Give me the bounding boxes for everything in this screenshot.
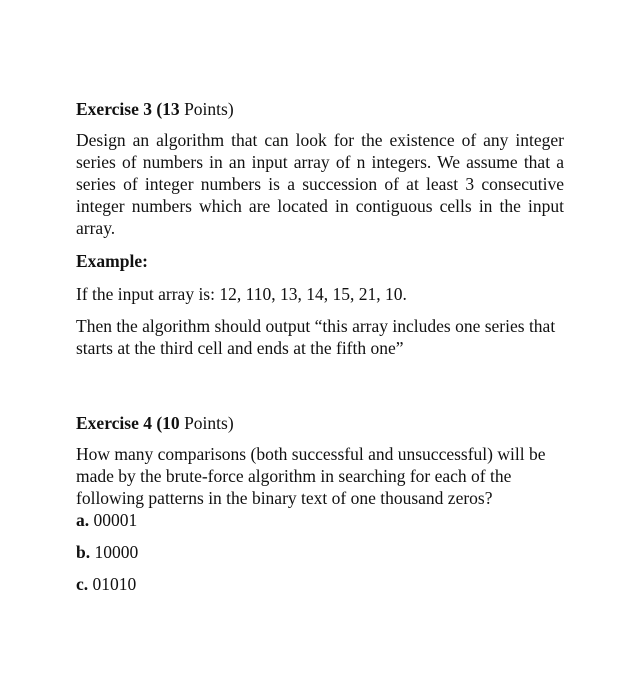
exercise-4-body: How many comparisons (both successful and unsuccessful) will be made by the brute-force algorithm in searching for each of the following patterns in the binary text of one thousand zeros? (76, 444, 546, 508)
example-input: If the input array is: 12, 110, 13, 14, 15, 21, 10. (76, 284, 407, 304)
document-page (76, 98, 564, 595)
exercise-3-body: Design an algorithm that can look for the existence of any integer series of numbers in an input array of n integers. We assume that a series of integer numbers is a succession of at least 3 consecutive integer numbers which are located in contiguous cells in the input array. (76, 130, 564, 238)
pattern-marker-b: b. (76, 542, 91, 562)
pattern-value-b: 10000 (90, 542, 139, 562)
pattern-marker-a: a. (76, 510, 90, 530)
pattern-value-a: 00001 (89, 510, 138, 530)
exercise-4-title (76, 412, 564, 434)
pattern-marker-c: c. (76, 574, 89, 594)
exercise-4-title-bold: Exercise 4 (10 (76, 413, 180, 433)
exercise-3-title-bold: Exercise 3 (13 (76, 99, 180, 119)
pattern-item-b (76, 541, 564, 563)
exercise-3-title (76, 98, 564, 120)
pattern-item-a (76, 509, 564, 531)
example-output: Then the algorithm should output “this array includes one series that starts at the third cell and ends at the fifth one” (76, 316, 556, 358)
exercise-4-title-rest: Points) (179, 413, 234, 433)
pattern-value-c: 01010 (88, 574, 137, 594)
exercise-3-title-rest: Points) (179, 99, 234, 119)
example-label: Example: (76, 251, 148, 271)
pattern-item-c (76, 573, 564, 595)
